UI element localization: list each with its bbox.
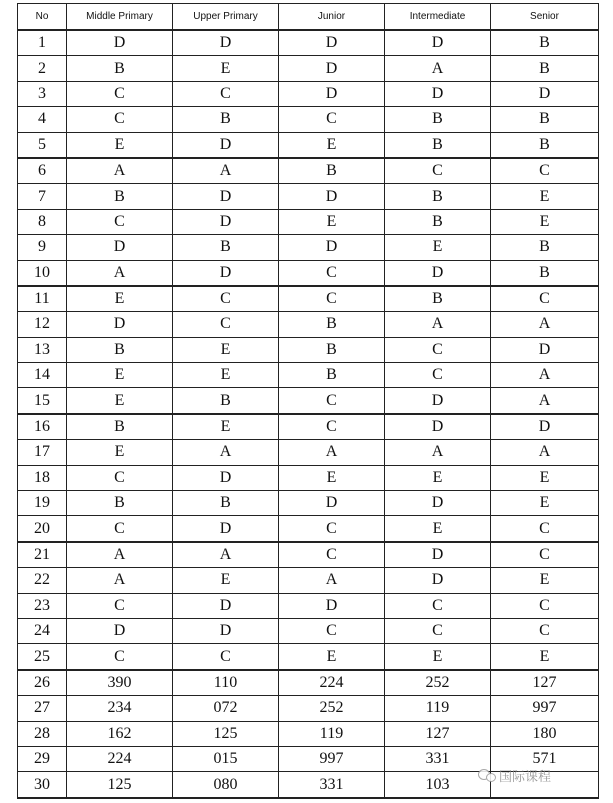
cell-upper-primary: E bbox=[173, 568, 279, 593]
cell-senior: A bbox=[491, 312, 599, 337]
table-row bbox=[18, 465, 599, 490]
cell-junior: D bbox=[279, 593, 385, 618]
cell-no: 1 bbox=[18, 30, 67, 56]
table-row bbox=[18, 312, 599, 337]
cell-intermediate: A bbox=[385, 440, 491, 465]
cell-junior: B bbox=[279, 158, 385, 184]
table-row bbox=[18, 260, 599, 286]
cell-senior: E bbox=[491, 644, 599, 670]
cell-middle-primary: C bbox=[67, 107, 173, 132]
cell-intermediate: 252 bbox=[385, 670, 491, 696]
cell-middle-primary: B bbox=[67, 337, 173, 362]
cell-middle-primary: 390 bbox=[67, 670, 173, 696]
cell-middle-primary: A bbox=[67, 542, 173, 568]
cell-no: 8 bbox=[18, 209, 67, 234]
cell-no: 18 bbox=[18, 465, 67, 490]
cell-junior: D bbox=[279, 81, 385, 106]
cell-upper-primary: D bbox=[173, 184, 279, 209]
cell-senior: A bbox=[491, 388, 599, 414]
cell-intermediate: D bbox=[385, 491, 491, 516]
table-row bbox=[18, 337, 599, 362]
cell-upper-primary: D bbox=[173, 209, 279, 234]
cell-upper-primary: 110 bbox=[173, 670, 279, 696]
cell-no: 13 bbox=[18, 337, 67, 362]
cell-intermediate: 103 bbox=[385, 772, 491, 798]
cell-junior: E bbox=[279, 644, 385, 670]
table-row bbox=[18, 56, 599, 81]
cell-intermediate: 119 bbox=[385, 696, 491, 721]
table-row bbox=[18, 209, 599, 234]
cell-middle-primary: 162 bbox=[67, 721, 173, 746]
cell-middle-primary: C bbox=[67, 644, 173, 670]
cell-junior: D bbox=[279, 235, 385, 260]
table-row bbox=[18, 30, 599, 56]
cell-middle-primary: E bbox=[67, 132, 173, 158]
cell-intermediate: E bbox=[385, 235, 491, 260]
cell-senior: B bbox=[491, 235, 599, 260]
cell-junior: C bbox=[279, 260, 385, 286]
cell-intermediate: E bbox=[385, 644, 491, 670]
cell-senior: A bbox=[491, 363, 599, 388]
cell-senior: E bbox=[491, 491, 599, 516]
cell-junior: E bbox=[279, 132, 385, 158]
cell-no: 24 bbox=[18, 618, 67, 643]
cell-senior: B bbox=[491, 56, 599, 81]
cell-middle-primary: A bbox=[67, 158, 173, 184]
cell-upper-primary: B bbox=[173, 107, 279, 132]
cell-senior: C bbox=[491, 618, 599, 643]
cell-junior: 224 bbox=[279, 670, 385, 696]
cell-middle-primary: C bbox=[67, 516, 173, 542]
cell-intermediate: E bbox=[385, 465, 491, 490]
cell-senior: E bbox=[491, 465, 599, 490]
cell-intermediate: D bbox=[385, 30, 491, 56]
cell-senior: E bbox=[491, 184, 599, 209]
cell-no: 6 bbox=[18, 158, 67, 184]
cell-middle-primary: D bbox=[67, 30, 173, 56]
header-intermediate: Intermediate bbox=[385, 4, 491, 31]
cell-no: 26 bbox=[18, 670, 67, 696]
cell-junior: B bbox=[279, 363, 385, 388]
cell-middle-primary: B bbox=[67, 414, 173, 440]
cell-no: 14 bbox=[18, 363, 67, 388]
cell-junior: C bbox=[279, 542, 385, 568]
cell-intermediate: 331 bbox=[385, 746, 491, 771]
cell-upper-primary: A bbox=[173, 440, 279, 465]
cell-intermediate: B bbox=[385, 107, 491, 132]
cell-no: 30 bbox=[18, 772, 67, 798]
cell-junior: C bbox=[279, 286, 385, 312]
cell-junior: A bbox=[279, 568, 385, 593]
cell-intermediate: D bbox=[385, 260, 491, 286]
cell-intermediate: C bbox=[385, 593, 491, 618]
cell-upper-primary: E bbox=[173, 363, 279, 388]
cell-senior: 571 bbox=[491, 746, 599, 771]
cell-intermediate: D bbox=[385, 81, 491, 106]
cell-upper-primary: D bbox=[173, 132, 279, 158]
table-row bbox=[18, 388, 599, 414]
cell-no: 9 bbox=[18, 235, 67, 260]
cell-middle-primary: C bbox=[67, 593, 173, 618]
cell-middle-primary: B bbox=[67, 491, 173, 516]
cell-no: 21 bbox=[18, 542, 67, 568]
cell-no: 15 bbox=[18, 388, 67, 414]
cell-middle-primary: B bbox=[67, 184, 173, 209]
cell-upper-primary: D bbox=[173, 516, 279, 542]
cell-junior: 252 bbox=[279, 696, 385, 721]
cell-junior: E bbox=[279, 209, 385, 234]
cell-junior: E bbox=[279, 465, 385, 490]
header-junior: Junior bbox=[279, 4, 385, 31]
cell-middle-primary: D bbox=[67, 312, 173, 337]
cell-no: 12 bbox=[18, 312, 67, 337]
cell-upper-primary: D bbox=[173, 30, 279, 56]
table-row bbox=[18, 516, 599, 542]
cell-junior: D bbox=[279, 30, 385, 56]
cell-middle-primary: E bbox=[67, 363, 173, 388]
cell-upper-primary: D bbox=[173, 260, 279, 286]
cell-junior: D bbox=[279, 184, 385, 209]
cell-no: 20 bbox=[18, 516, 67, 542]
cell-intermediate: B bbox=[385, 209, 491, 234]
table-row bbox=[18, 644, 599, 670]
cell-upper-primary: 080 bbox=[173, 772, 279, 798]
table-row bbox=[18, 81, 599, 106]
cell-intermediate: D bbox=[385, 542, 491, 568]
cell-no: 23 bbox=[18, 593, 67, 618]
cell-upper-primary: E bbox=[173, 414, 279, 440]
header-middle-primary: Middle Primary bbox=[67, 4, 173, 31]
cell-middle-primary: A bbox=[67, 568, 173, 593]
cell-senior: C bbox=[491, 286, 599, 312]
cell-intermediate: D bbox=[385, 414, 491, 440]
table-row bbox=[18, 414, 599, 440]
cell-junior: A bbox=[279, 440, 385, 465]
header-senior: Senior bbox=[491, 4, 599, 31]
cell-intermediate: C bbox=[385, 618, 491, 643]
cell-middle-primary: C bbox=[67, 465, 173, 490]
cell-intermediate: D bbox=[385, 568, 491, 593]
cell-no: 11 bbox=[18, 286, 67, 312]
cell-no: 5 bbox=[18, 132, 67, 158]
cell-upper-primary: 125 bbox=[173, 721, 279, 746]
cell-no: 25 bbox=[18, 644, 67, 670]
cell-upper-primary: D bbox=[173, 465, 279, 490]
cell-no: 4 bbox=[18, 107, 67, 132]
cell-junior: 119 bbox=[279, 721, 385, 746]
table-row bbox=[18, 107, 599, 132]
header-row bbox=[18, 4, 599, 31]
cell-senior: C bbox=[491, 158, 599, 184]
cell-senior: 180 bbox=[491, 721, 599, 746]
cell-no: 28 bbox=[18, 721, 67, 746]
watermark bbox=[478, 762, 606, 788]
table-row bbox=[18, 491, 599, 516]
cell-no: 7 bbox=[18, 184, 67, 209]
cell-junior: B bbox=[279, 312, 385, 337]
cell-intermediate: D bbox=[385, 388, 491, 414]
table-row bbox=[18, 696, 599, 721]
cell-middle-primary: E bbox=[67, 388, 173, 414]
cell-intermediate: C bbox=[385, 363, 491, 388]
cell-upper-primary: A bbox=[173, 542, 279, 568]
cell-no: 17 bbox=[18, 440, 67, 465]
cell-no: 3 bbox=[18, 81, 67, 106]
header-no: No bbox=[18, 4, 67, 31]
cell-upper-primary: A bbox=[173, 158, 279, 184]
cell-no: 29 bbox=[18, 746, 67, 771]
cell-intermediate: B bbox=[385, 132, 491, 158]
cell-senior: D bbox=[491, 81, 599, 106]
cell-senior: A bbox=[491, 440, 599, 465]
cell-senior: E bbox=[491, 568, 599, 593]
cell-middle-primary: D bbox=[67, 618, 173, 643]
cell-upper-primary: 015 bbox=[173, 746, 279, 771]
table-row bbox=[18, 363, 599, 388]
answer-key-table bbox=[17, 3, 599, 799]
cell-junior: D bbox=[279, 56, 385, 81]
table-row bbox=[18, 158, 599, 184]
cell-middle-primary: D bbox=[67, 235, 173, 260]
cell-intermediate: E bbox=[385, 516, 491, 542]
cell-upper-primary: C bbox=[173, 81, 279, 106]
cell-middle-primary: C bbox=[67, 81, 173, 106]
table-row bbox=[18, 618, 599, 643]
cell-intermediate: 127 bbox=[385, 721, 491, 746]
cell-senior: E bbox=[491, 209, 599, 234]
cell-senior: B bbox=[491, 30, 599, 56]
cell-junior: 331 bbox=[279, 772, 385, 798]
watermark-text: 国际课程 bbox=[499, 769, 552, 785]
cell-junior: 997 bbox=[279, 746, 385, 771]
cell-upper-primary: B bbox=[173, 388, 279, 414]
table-row bbox=[18, 184, 599, 209]
cell-upper-primary: B bbox=[173, 235, 279, 260]
cell-no: 16 bbox=[18, 414, 67, 440]
cell-senior: C bbox=[491, 542, 599, 568]
cell-upper-primary: D bbox=[173, 593, 279, 618]
cell-upper-primary: C bbox=[173, 312, 279, 337]
cell-upper-primary: E bbox=[173, 337, 279, 362]
header-upper-primary: Upper Primary bbox=[173, 4, 279, 31]
cell-middle-primary: E bbox=[67, 440, 173, 465]
cell-junior: B bbox=[279, 337, 385, 362]
table-row bbox=[18, 440, 599, 465]
cell-middle-primary: B bbox=[67, 56, 173, 81]
cell-intermediate: C bbox=[385, 158, 491, 184]
cell-junior: C bbox=[279, 107, 385, 132]
cell-middle-primary: C bbox=[67, 209, 173, 234]
cell-middle-primary: E bbox=[67, 286, 173, 312]
table-row bbox=[18, 286, 599, 312]
wechat-icon bbox=[478, 768, 496, 782]
table-row bbox=[18, 670, 599, 696]
cell-senior: B bbox=[491, 260, 599, 286]
cell-intermediate: A bbox=[385, 312, 491, 337]
cell-upper-primary: D bbox=[173, 618, 279, 643]
table-row bbox=[18, 568, 599, 593]
cell-no: 27 bbox=[18, 696, 67, 721]
table-row bbox=[18, 235, 599, 260]
cell-junior: C bbox=[279, 388, 385, 414]
table-row bbox=[18, 132, 599, 158]
cell-intermediate: B bbox=[385, 286, 491, 312]
cell-senior: B bbox=[491, 132, 599, 158]
cell-upper-primary: C bbox=[173, 286, 279, 312]
cell-middle-primary: 125 bbox=[67, 772, 173, 798]
table-row bbox=[18, 542, 599, 568]
cell-senior: D bbox=[491, 414, 599, 440]
cell-middle-primary: 224 bbox=[67, 746, 173, 771]
cell-intermediate: A bbox=[385, 56, 491, 81]
cell-upper-primary: E bbox=[173, 56, 279, 81]
cell-no: 2 bbox=[18, 56, 67, 81]
cell-middle-primary: A bbox=[67, 260, 173, 286]
cell-no: 19 bbox=[18, 491, 67, 516]
cell-senior: C bbox=[491, 593, 599, 618]
cell-senior: C bbox=[491, 516, 599, 542]
cell-middle-primary: 234 bbox=[67, 696, 173, 721]
cell-upper-primary: B bbox=[173, 491, 279, 516]
cell-upper-primary: 072 bbox=[173, 696, 279, 721]
cell-junior: C bbox=[279, 618, 385, 643]
cell-intermediate: C bbox=[385, 337, 491, 362]
cell-junior: C bbox=[279, 516, 385, 542]
cell-senior: 127 bbox=[491, 670, 599, 696]
table-row bbox=[18, 593, 599, 618]
cell-senior: B bbox=[491, 107, 599, 132]
cell-junior: C bbox=[279, 414, 385, 440]
cell-no: 22 bbox=[18, 568, 67, 593]
cell-senior: 997 bbox=[491, 696, 599, 721]
cell-upper-primary: C bbox=[173, 644, 279, 670]
cell-no: 10 bbox=[18, 260, 67, 286]
cell-junior: D bbox=[279, 491, 385, 516]
table-row bbox=[18, 721, 599, 746]
cell-intermediate: B bbox=[385, 184, 491, 209]
cell-senior: D bbox=[491, 337, 599, 362]
answer-rows bbox=[18, 30, 599, 798]
